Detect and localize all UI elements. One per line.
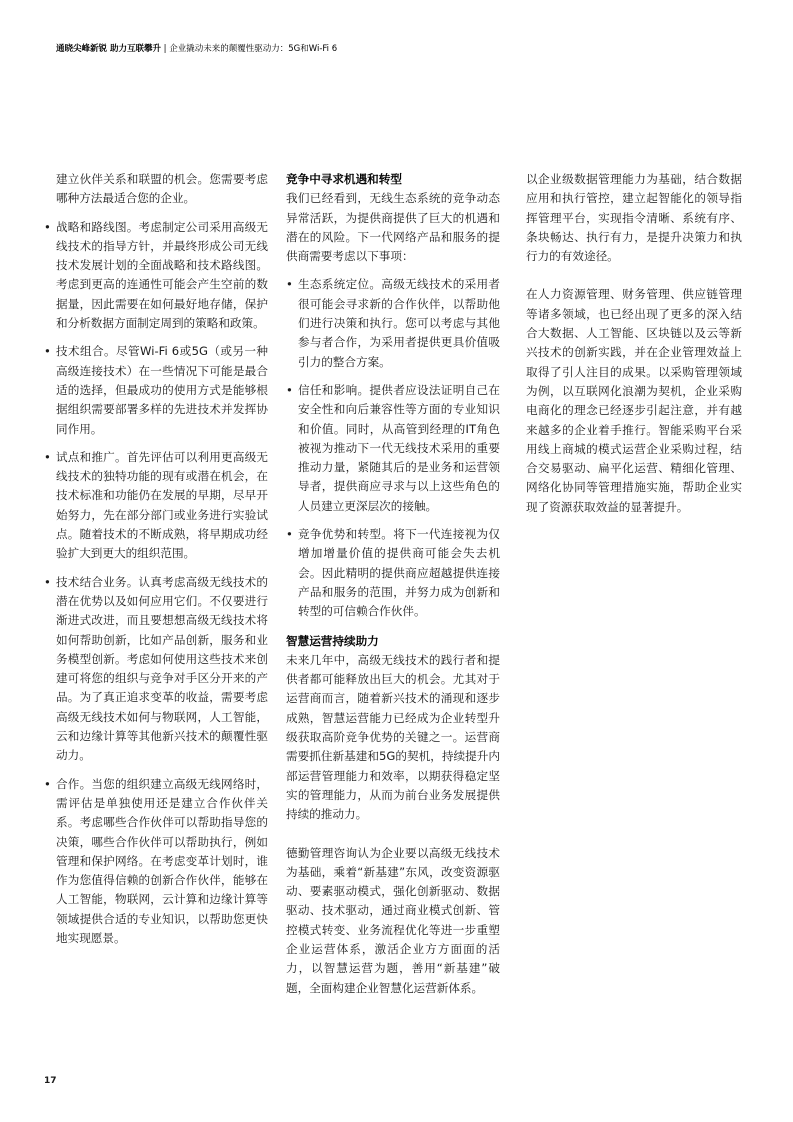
col3-paragraph-1: 以企业级数据管理能力为基础，结合数据应用和执行管控，建立起智能化的领导指挥管理平台，实现指令清晰、系统有序、条块畅达、执行有力，是提升决策力和执行力的有效途径。 (526, 172, 742, 264)
col1-bullet-pilot: • 试点和推广。首先评估可以利用更高级无线技术的独特功能的现有或潜在机会，在技术标准和功能仍在发展的早期，尽早开始努力，先在部分部门或业务进行实验试点。随着技术的不断成熟，将早期成功经验扩大到更大的组织范围。 (56, 448, 268, 564)
page-number: 17 (44, 1076, 57, 1086)
column-3 (526, 170, 742, 517)
column-1 (56, 170, 268, 948)
section-heading-smart-operations: 智慧运营持续助力 (286, 633, 379, 648)
col2-bullet-trust: • 信任和影响。提供者应设法证明自己在安全性和向后兼容性等方面的专业知识和价值。同时，从高管到经理的IT角色被视为推动下一代无线技术采用的重要推动力量，紧随其后的是业务和运营领导者，提供商应寻求与以上这些角色的人员建立更深层次的接触。 (286, 381, 500, 516)
column-2 (286, 170, 500, 998)
section-competition-intro: 我们已经看到，无线生态系统的竞争动态异常活跃，为提供商提供了巨大的机遇和潜在的风险。下一代网络产品和服务的提供商需要考虑以下事项： (286, 191, 500, 264)
col1-intro: 建立伙伴关系和联盟的机会。您需要考虑哪种方法最适合您的企业。 (56, 172, 268, 206)
col2-bullet-list (286, 275, 500, 621)
col1-bullet-cooperation: • 合作。当您的组织建立高级无线网络时，需评估是单独使用还是建立合作伙伴关系。考虑哪些合作伙伴可以帮助指导您的决策，哪些合作伙伴可以帮助执行，例如管理和保护网络。在考虑变革计划时，谁作为您值得信赖的创新合作伙伴，能够在人工智能，物联网，云计算和边缘计算等领域提供合适的专业知识，以帮助您更快地实现愿景。 (56, 775, 268, 949)
header-subtitle: 企业撬动未来的颠覆性驱动力：5G和Wi-Fi 6 (169, 44, 338, 54)
header-separator: | (163, 44, 167, 54)
col2-bullet-ecosystem: • 生态系统定位。高级无线技术的采用者很可能会寻求新的合作伙伴，以帮助他们进行决策和执行。您可以考虑与其他参与者合作，为采用者提供更具价值吸引力的整合方案。 (286, 275, 500, 371)
col1-bullet-strategy: • 战略和路线图。考虑制定公司采用高级无线技术的指导方针，并最终形成公司无线技术发展计划的全面战略和技术路线图。考虑到更高的连通性可能会产生空前的数据量，因此需要在如何最好地存储，保护和分析数据方面制定周到的策略和政策。 (56, 218, 268, 334)
col2-bullet-advantage: • 竞争优势和转型。将下一代连接视为仅增加增量价值的提供商可能会失去机会。因此精明的提供商应超越提供连接产品和服务的范围，并努力成为创新和转型的可信赖合作伙伴。 (286, 525, 500, 621)
header-title: 通晓尖峰新锐 助力互联攀升 (56, 44, 161, 54)
col1-bullet-technology-mix: • 技术组合。尽管Wi-Fi 6或5G（或另一种高级连接技术）在一些情况下可能是最合适的选择，但最成功的使用方式是能够根据组织需要部署多样的先进技术并发挥协同作用。 (56, 342, 268, 438)
col1-bullet-business: • 技术结合业务。认真考虑高级无线技术的潜在优势以及如何应用它们。不仅要进行渐进式改进，而且要想想高级无线技术将如何帮助创新，比如产品创新，服务和业务模型创新。考虑如何使用这些技术来创建可将您的组织与竞争对手区分开来的产品。为了真正追求变革的收益，需要考虑高级无线技术如何与物联网，人工智能，云和边缘计算等其他新兴技术的颠覆性驱动力。 (56, 573, 268, 766)
section-heading-competition: 竞争中寻求机遇和转型 (286, 172, 402, 186)
section-smart-operations-p1: 未来几年中，高级无线技术的践行者和提供者都可能释放出巨大的机会。尤其对于运营商而言，随着新兴技术的涌现和逐步成熟，智慧运营能力已经成为企业转型升级获取高阶竞争优势的关键之一。运营商需要抓住新基建和5G的契机，持续提升内部运营管理能力和效率，以期获得稳定坚实的管理能力，从而为前台业务发展提供持续的推动力。 (286, 652, 500, 822)
col3-paragraph-2: 在人力资源管理、财务管理、供应链管理等诸多领域，也已经出现了更多的深入结合大数据、人工智能、区块链以及云等新兴技术的创新实践，并在企业管理效益上取得了引人注目的成果。以采购管理领域为例，以互联网化浪潮为契机，企业采购电商化的理念已经逐步引起注意，并有越来越多的企业着手推行。智能采购平台采用线上商城的模式运营企业采购过程，结合交易驱动、扁平化运营、精细化管理、网络化协同等管理措施实施，帮助企业实现了资源获取效益的显著提升。 (526, 287, 742, 514)
col1-bullet-list (56, 218, 268, 949)
running-header (56, 42, 337, 54)
section-smart-operations-p2: 德勤管理咨询认为企业要以高级无线技术为基础，乘着“新基建”东风，改变资源驱动、要素驱动模式，强化创新驱动、数据驱动、技术驱动，通过商业模式创新、管控模式转变、业务流程优化等进一步重塑企业运营体系，激活企业方方面面的活力，以智慧运营为题，善用“新基建”破题，全面构建企业智慧化运营新体系。 (286, 845, 500, 995)
